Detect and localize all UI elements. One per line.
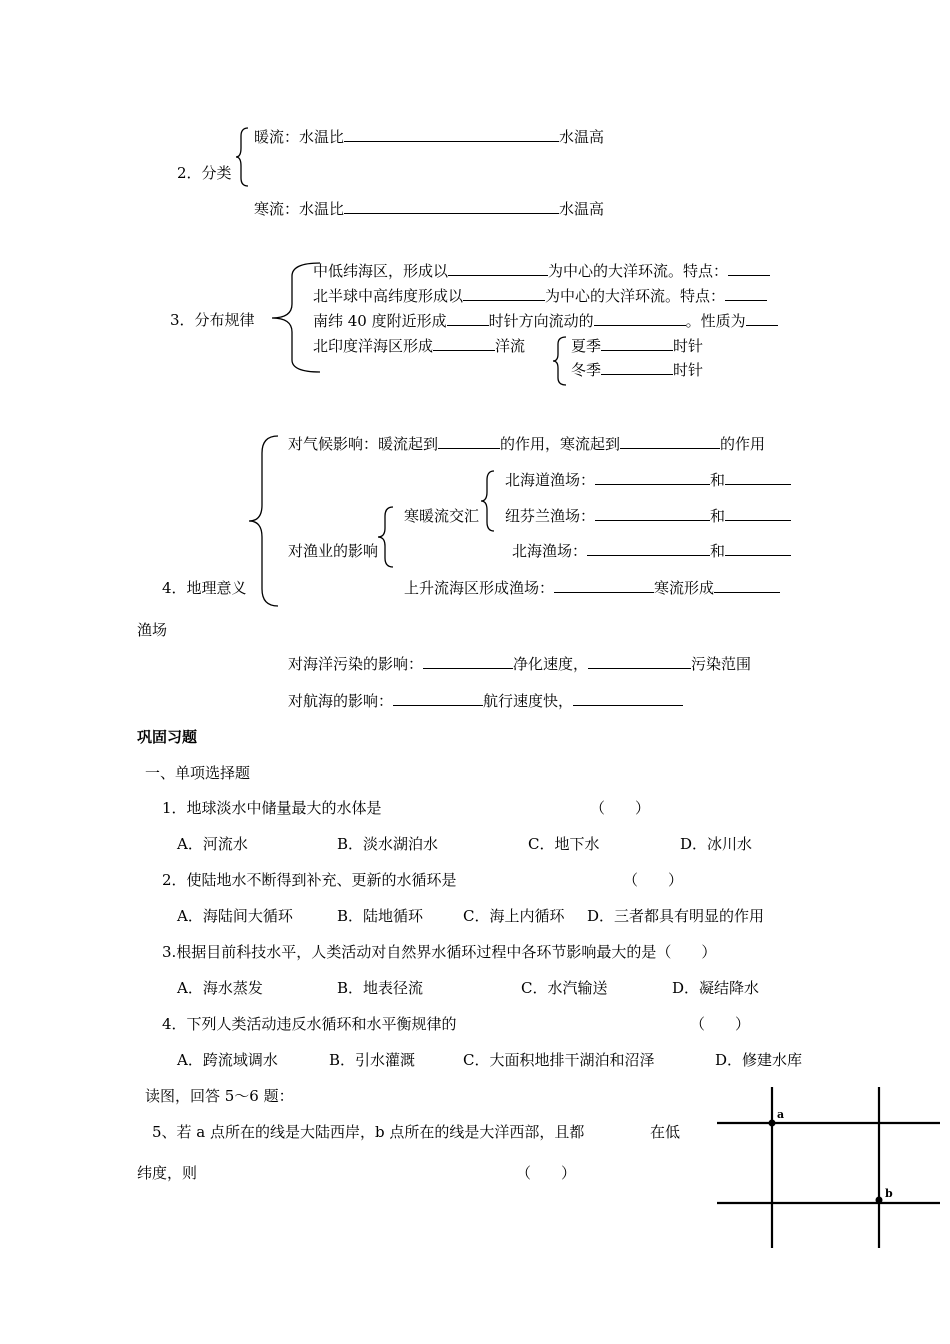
- point-a-marker: [769, 1120, 776, 1127]
- warm-current-end: 水温高: [559, 128, 605, 146]
- blank[interactable]: [463, 286, 545, 301]
- blank[interactable]: [438, 434, 500, 449]
- line-text: 时针: [673, 361, 704, 379]
- blank[interactable]: [746, 311, 778, 326]
- line-text: 净化速度，: [513, 655, 589, 673]
- line-text: 北半球中高纬度形成以: [313, 287, 464, 305]
- blank[interactable]: [601, 336, 673, 351]
- point-b-label: b: [885, 1187, 893, 1200]
- line-text: 纽芬兰渔场：: [505, 507, 596, 525]
- classification-label: 2．分类: [177, 164, 232, 182]
- distribution-line-3: [313, 311, 778, 331]
- line-text: 和: [710, 471, 726, 489]
- line-text: 寒流形成: [654, 579, 715, 597]
- line-text: 中低纬海区，形成以: [313, 262, 449, 280]
- significance-label-cont: 渔场: [137, 621, 168, 639]
- brace-fishery: [377, 506, 395, 568]
- option-4b[interactable]: B．引水灌溉: [329, 1051, 416, 1069]
- winter-line: [571, 360, 703, 380]
- answer-paren-2[interactable]: （ ）: [623, 871, 684, 889]
- distribution-label: 3．分布规律: [170, 311, 255, 329]
- line-text: 和: [710, 507, 726, 525]
- option-4d[interactable]: D．修建水库: [715, 1051, 803, 1069]
- blank[interactable]: [725, 506, 791, 521]
- significance-label: 4．地理意义: [162, 579, 247, 597]
- line-text: 时针方向流动的: [488, 312, 594, 330]
- blank[interactable]: [725, 470, 791, 485]
- section-heading: 一、单项选择题: [145, 764, 251, 782]
- option-3b[interactable]: B．地表径流: [337, 979, 424, 997]
- point-b-marker: [876, 1197, 883, 1204]
- blank[interactable]: [725, 541, 791, 556]
- blank[interactable]: [447, 311, 489, 326]
- grid-figure: [715, 1085, 940, 1255]
- answer-paren-1[interactable]: （ ）: [590, 799, 651, 817]
- line-text: 北海渔场：: [512, 542, 588, 560]
- line-text: 和: [710, 542, 726, 560]
- hokkaido-line: [505, 470, 791, 490]
- option-2d[interactable]: D．三者都具有明显的作用: [587, 907, 765, 925]
- newfoundland-line: [505, 506, 791, 526]
- line-text: 上升流海区形成渔场：: [404, 579, 555, 597]
- cold-current-end: 水温高: [559, 200, 605, 218]
- navigation-line: [288, 691, 683, 711]
- pollution-line: [288, 654, 751, 674]
- answer-paren-5[interactable]: （ ）: [516, 1164, 577, 1182]
- line-text: 南纬 40 度附近形成: [313, 312, 447, 330]
- question-2: 2．使陆地水不断得到补充、更新的水循环是: [162, 871, 457, 889]
- question-5-cont: 在低: [650, 1123, 681, 1141]
- blank[interactable]: [587, 541, 710, 556]
- distribution-line-2: [313, 286, 767, 306]
- fishery-label: 对渔业的影响: [288, 542, 379, 560]
- cold-current-text: 寒流：水温比: [254, 200, 345, 218]
- line-text: 北海道渔场：: [505, 471, 596, 489]
- line-text: 北印度洋海区形成: [313, 337, 434, 355]
- blank[interactable]: [595, 470, 710, 485]
- warm-current-line: [254, 127, 604, 147]
- blank[interactable]: [344, 199, 559, 214]
- line-text: 为中心的大洋环流。特点：: [548, 262, 729, 280]
- line-text: 对气候影响：暖流起到: [288, 435, 439, 453]
- northsea-line: [512, 541, 791, 561]
- option-1d[interactable]: D．冰川水: [680, 835, 753, 853]
- brace-classification: [238, 126, 252, 188]
- distribution-line-4: [313, 336, 525, 356]
- blank[interactable]: [554, 578, 654, 593]
- line-text: 航行速度快，: [483, 692, 574, 710]
- option-2c[interactable]: C．海上内循环: [463, 907, 565, 925]
- blank[interactable]: [601, 360, 673, 375]
- blank[interactable]: [573, 691, 683, 706]
- climate-line: [288, 434, 765, 454]
- question-4: 4．下列人类活动违反水循环和水平衡规律的: [162, 1015, 457, 1033]
- option-4c[interactable]: C．大面积地排干湖泊和沼泽: [463, 1051, 655, 1069]
- line-text: 时针: [673, 337, 704, 355]
- read-figure-instruction: 读图，回答 5～6 题：: [145, 1087, 294, 1105]
- distribution-line-1: [313, 261, 770, 281]
- line-text: 洋流: [495, 337, 526, 355]
- option-2a[interactable]: A．海陆间大循环: [177, 907, 293, 925]
- blank[interactable]: [714, 578, 780, 593]
- line-text: 对海洋污染的影响：: [288, 655, 424, 673]
- option-3c[interactable]: C．水汽输送: [521, 979, 608, 997]
- line-text: 的作用，寒流起到: [500, 435, 621, 453]
- brace-significance: [248, 435, 280, 607]
- question-3: 3.根据目前科技水平，人类活动对自然界水循环过程中各环节影响最大的是（ ）: [162, 943, 717, 961]
- option-1a[interactable]: A．河流水: [177, 835, 248, 853]
- warm-current-text: 暖流：水温比: [254, 128, 345, 146]
- season: 夏季: [571, 337, 602, 355]
- question-1: 1．地球淡水中储量最大的水体是: [162, 799, 382, 817]
- mixing-label: 寒暖流交汇: [404, 507, 480, 525]
- blank[interactable]: [423, 654, 513, 669]
- option-3a[interactable]: A．海水蒸发: [177, 979, 263, 997]
- blank[interactable]: [725, 286, 767, 301]
- blank[interactable]: [344, 127, 559, 142]
- blank[interactable]: [728, 261, 770, 276]
- blank[interactable]: [595, 506, 710, 521]
- season: 冬季: [571, 361, 602, 379]
- option-1c[interactable]: C．地下水: [528, 835, 600, 853]
- line-text: 对航海的影响：: [288, 692, 394, 710]
- question-5: 5、若 a 点所在的线是大陆西岸，b 点所在的线是大洋西部，且都: [152, 1123, 585, 1141]
- answer-paren-4[interactable]: （ ）: [690, 1015, 751, 1033]
- blank[interactable]: [448, 261, 548, 276]
- option-2b[interactable]: B．陆地循环: [337, 907, 424, 925]
- line-text: 。性质为: [685, 312, 746, 330]
- upwelling-line: [404, 578, 780, 598]
- question-5-tail: 纬度，则: [137, 1164, 198, 1182]
- cold-current-line: [254, 199, 604, 219]
- blank[interactable]: [393, 691, 483, 706]
- exercises-title: 巩固习题: [137, 728, 198, 746]
- brace-monsoon: [552, 336, 568, 386]
- option-4a[interactable]: A．跨流域调水: [177, 1051, 278, 1069]
- line-text: 为中心的大洋环流。特点：: [545, 287, 726, 305]
- summer-line: [571, 336, 703, 356]
- blank[interactable]: [433, 336, 495, 351]
- blank[interactable]: [588, 654, 691, 669]
- brace-mixing: [480, 470, 496, 532]
- option-3d[interactable]: D．凝结降水: [672, 979, 760, 997]
- line-text: 污染范围: [691, 655, 752, 673]
- point-a-label: a: [777, 1108, 785, 1121]
- line-text: 的作用: [720, 435, 766, 453]
- blank[interactable]: [620, 434, 720, 449]
- blank[interactable]: [594, 311, 686, 326]
- option-1b[interactable]: B．淡水湖泊水: [337, 835, 439, 853]
